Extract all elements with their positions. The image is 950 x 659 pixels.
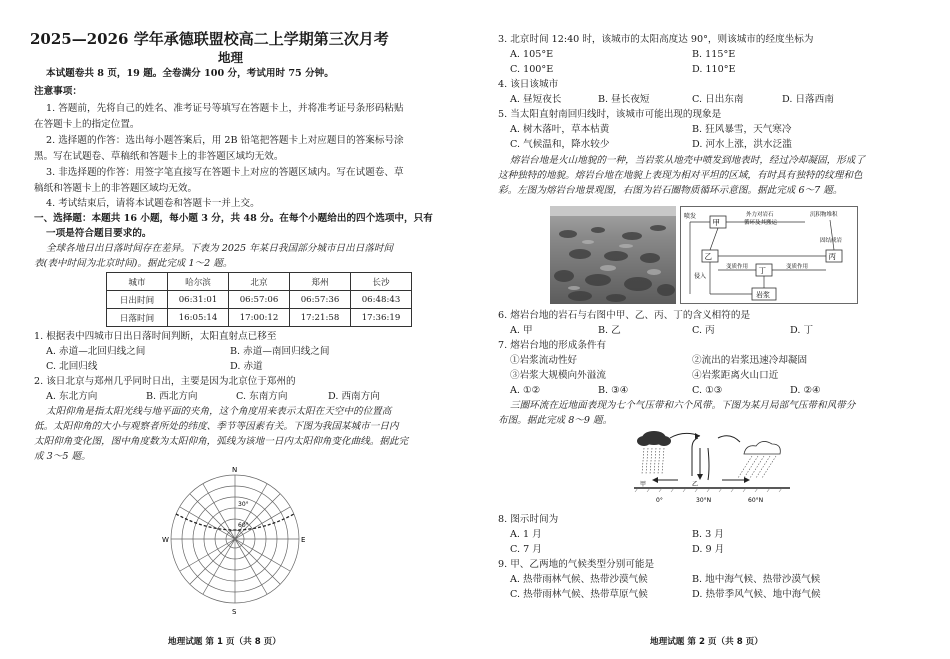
table-row xyxy=(107,273,412,291)
angle-label: 30° xyxy=(238,501,249,508)
label-yi: 乙 xyxy=(704,252,712,261)
option[interactable]: C. ①③ xyxy=(692,385,723,396)
question-1: 1. 根据表中四城市日出日落时间判断，太阳直射点已移至 xyxy=(34,331,277,342)
label-eruption: 喷发 xyxy=(684,213,697,220)
label-weathering: 外力对岩石 xyxy=(746,212,774,218)
option[interactable]: B. 乙 xyxy=(598,325,621,336)
material-text: 全球各地日出日落时间存在差异。下表为 2025 年某日我国部分城市日出日落时间 xyxy=(46,243,394,254)
option[interactable]: A. 甲 xyxy=(510,325,533,336)
option[interactable]: A. 105°E xyxy=(510,49,554,60)
condition-item: ①岩浆流动性好 xyxy=(510,355,578,366)
notice-line: 3. 非选择题的作答：用签字笔直接写在答题卡上对应的答题区域内。写在试题卷、草 xyxy=(46,167,404,178)
table-cell: 06:31:01 xyxy=(168,291,229,309)
table-cell: 日落时间 xyxy=(107,309,168,327)
label-lithification: 固结成岩 xyxy=(820,238,843,244)
page-footer: 地理试题 第 2 页（共 8 页） xyxy=(650,637,763,647)
option[interactable]: D. 河水上涨，洪水泛滥 xyxy=(692,139,792,150)
option[interactable]: B. 赤道—南回归线之间 xyxy=(230,346,330,357)
material-text: 太阳仰角是指太阳光线与地平面的夹角，这个角度用来表示太阳在天空中的位置高 xyxy=(46,406,392,417)
material-text: 表(表中时间为北京时间)。据此完成 1～2 题。 xyxy=(34,258,233,269)
question-5: 5. 当太阳直射南回归线时，该城市可能出现的现象是 xyxy=(498,109,722,120)
label-weathering-2: 循环及其搬运 xyxy=(744,220,778,226)
table-row xyxy=(107,291,412,309)
table-cell: 日出时间 xyxy=(107,291,168,309)
question-2: 2. 该日北京与郑州几乎同时日出，主要是因为北京位于郑州的 xyxy=(34,376,296,387)
table-cell: 06:48:43 xyxy=(351,291,412,309)
option[interactable]: C. 东南方向 xyxy=(236,391,288,402)
place-yi: 乙 xyxy=(692,481,699,488)
place-jia: 甲 xyxy=(640,481,647,488)
option[interactable]: C. 日出东南 xyxy=(692,94,744,105)
label-sediment: 沉积物堆积 xyxy=(810,212,838,218)
material-text: 熔岩台地是火山地貌的一种，当岩浆从地壳中喷发到地表时，经过冷却凝固，形成了 xyxy=(510,155,865,166)
option[interactable]: D. 热带季风气候、地中海气候 xyxy=(692,589,821,600)
table-cell: 北京 xyxy=(229,273,290,291)
question-7: 7. 熔岩台地的形成条件有 xyxy=(498,340,607,351)
page-1 xyxy=(0,0,468,659)
option[interactable]: B. ③④ xyxy=(598,385,629,396)
question-6: 6. 熔岩台地的岩石与右图中甲、乙、丙、丁的含义相符的是 xyxy=(498,310,751,321)
section-title: 一、选择题：本题共 16 小题，每小题 3 分，共 48 分。在每个小题给出的四个选项中，只有 xyxy=(34,213,433,224)
subject-title: 地理 xyxy=(218,50,244,65)
notice-line: 黑。写在试题卷、草稿纸和答题卡上的非答题区域均无效。 xyxy=(34,151,284,162)
question-9: 9. 甲、乙两地的气候类型分别可能是 xyxy=(498,559,655,570)
angle-label: 60° xyxy=(238,522,249,529)
material-text: 成 3～5 题。 xyxy=(34,451,91,462)
option[interactable]: A. 赤道—北回归线之间 xyxy=(46,346,146,357)
material-text: 彩。左图为熔岩台地景观图，右图为岩石圈物质循环示意图。据此完成 6～7 题。 xyxy=(498,185,843,196)
option[interactable]: B. 狂风暴雪，天气寒冷 xyxy=(692,124,792,135)
material-text: 太阳仰角变化图，图中角度数为太阳仰角，弧线为该地一日内太阳仰角变化曲线。据此完 xyxy=(34,436,409,447)
cloud-icon xyxy=(637,431,671,446)
option[interactable]: B. 西北方向 xyxy=(146,391,198,402)
south-label: S xyxy=(232,608,237,616)
option[interactable]: B. 地中海气候、热带沙漠气候 xyxy=(692,574,821,585)
option[interactable]: B. 115°E xyxy=(692,49,736,60)
option[interactable]: A. ①② xyxy=(510,385,541,396)
label-metamorphism-1: 变质作用 xyxy=(726,264,749,270)
question-8: 8. 图示时间为 xyxy=(498,514,559,525)
question-3: 3. 北京时间 12:40 时，该城市的太阳高度达 90°，则该城市的经度坐标为 xyxy=(498,34,814,45)
label-magma: 岩浆 xyxy=(756,291,770,299)
option[interactable]: A. 热带雨林气候、热带沙漠气候 xyxy=(510,574,648,585)
page-2 xyxy=(484,0,950,659)
material-text: 三圈环流在近地面表现为七个气压带和六个风带。下图为某月局部气压带和风带分 xyxy=(510,400,856,411)
table-cell: 06:57:36 xyxy=(290,291,351,309)
option[interactable]: A. 1 月 xyxy=(510,529,542,540)
label-intrusion: 侵入 xyxy=(694,273,707,280)
option[interactable]: D. ②④ xyxy=(790,385,821,396)
sun-elevation-diagram xyxy=(160,466,310,616)
option[interactable]: C. 7 月 xyxy=(510,544,542,555)
lat-label: 60°N xyxy=(748,497,764,504)
notice-heading: 注意事项： xyxy=(34,86,82,97)
option[interactable]: D. 赤道 xyxy=(230,361,263,372)
condition-item: ②流出的岩浆迅速冷却凝固 xyxy=(692,355,808,366)
table-cell: 哈尔滨 xyxy=(168,273,229,291)
notice-line: 在答题卡上的指定位置。 xyxy=(34,119,140,130)
sunrise-table xyxy=(106,272,412,327)
material-text: 这种独特的地貌。熔岩台地在地貌上表现为相对平坦的区域，有时具有独特的纹理和色 xyxy=(498,170,863,181)
table-cell: 城市 xyxy=(107,273,168,291)
option[interactable]: D. 西南方向 xyxy=(328,391,380,402)
table-cell: 17:00:12 xyxy=(229,309,290,327)
west-label: W xyxy=(162,536,169,544)
option[interactable]: C. 北回归线 xyxy=(46,361,98,372)
lat-label: 0° xyxy=(656,497,663,504)
lava-plateau-photo xyxy=(550,206,676,304)
option[interactable]: D. 日落西南 xyxy=(782,94,834,105)
condition-item: ③岩浆大规模向外溢流 xyxy=(510,370,606,381)
table-cell: 17:21:58 xyxy=(290,309,351,327)
table-cell: 17:36:19 xyxy=(351,309,412,327)
option[interactable]: C. 气候温和，降水较少 xyxy=(510,139,610,150)
option[interactable]: C. 热带雨林气候、热带草原气候 xyxy=(510,589,648,600)
rock-cycle-diagram xyxy=(680,206,858,304)
notice-line: 2. 选择题的作答：选出每小题答案后，用 2B 铅笔把答题卡上对应题目的答案标号涂 xyxy=(46,135,404,146)
option[interactable]: A. 东北方向 xyxy=(46,391,98,402)
label-ding: 丁 xyxy=(758,266,766,275)
exam-intro: 本试题卷共 8 页，19 题。全卷满分 100 分，考试用时 75 分钟。 xyxy=(46,68,334,79)
label-jia: 甲 xyxy=(712,218,720,227)
east-label: E xyxy=(301,536,306,544)
option[interactable]: B. 昼长夜短 xyxy=(598,94,650,105)
page-footer: 地理试题 第 1 页（共 8 页） xyxy=(168,637,281,647)
option[interactable]: A. 树木落叶，草本枯黄 xyxy=(510,124,610,135)
lat-label: 30°N xyxy=(696,497,712,504)
material-text: 布图。据此完成 8～9 题。 xyxy=(498,415,613,426)
notice-line: 稿纸和答题卡上的非答题区域均无效。 xyxy=(34,183,198,194)
table-row xyxy=(107,309,412,327)
storm-cloud-icon xyxy=(744,441,780,454)
condition-item: ④岩浆距离火山口近 xyxy=(692,370,779,381)
label-metamorphism-2: 变质作用 xyxy=(786,264,809,270)
notice-line: 4. 考试结束后，请将本试题卷和答题卡一并上交。 xyxy=(46,198,260,209)
material-text: 低。太阳仰角的大小与观察者所处的纬度、季节等因素有关。下图为我国某城市一日内 xyxy=(34,421,399,432)
table-cell: 郑州 xyxy=(290,273,351,291)
option[interactable]: A. 昼短夜长 xyxy=(510,94,562,105)
option[interactable]: C. 丙 xyxy=(692,325,715,336)
option[interactable]: D. 110°E xyxy=(692,64,736,75)
exam-title: 2025—2026 学年承德联盟校高二上学期第三次月考 xyxy=(30,30,389,48)
label-bing: 丙 xyxy=(828,252,836,261)
option[interactable]: C. 100°E xyxy=(510,64,554,75)
notice-line: 1. 答题前，先将自己的姓名、准考证号等填写在答题卡上，并将准考证号条形码粘贴 xyxy=(46,103,404,114)
pressure-wind-diagram xyxy=(634,428,790,506)
option[interactable]: B. 3 月 xyxy=(692,529,724,540)
north-label: N xyxy=(232,466,238,474)
section-title: 一项是符合题目要求的。 xyxy=(46,228,152,239)
table-cell: 长沙 xyxy=(351,273,412,291)
option[interactable]: D. 9 月 xyxy=(692,544,725,555)
table-cell: 16:05:14 xyxy=(168,309,229,327)
question-4: 4. 该日该城市 xyxy=(498,79,559,90)
option[interactable]: D. 丁 xyxy=(790,325,814,336)
table-cell: 06:57:06 xyxy=(229,291,290,309)
